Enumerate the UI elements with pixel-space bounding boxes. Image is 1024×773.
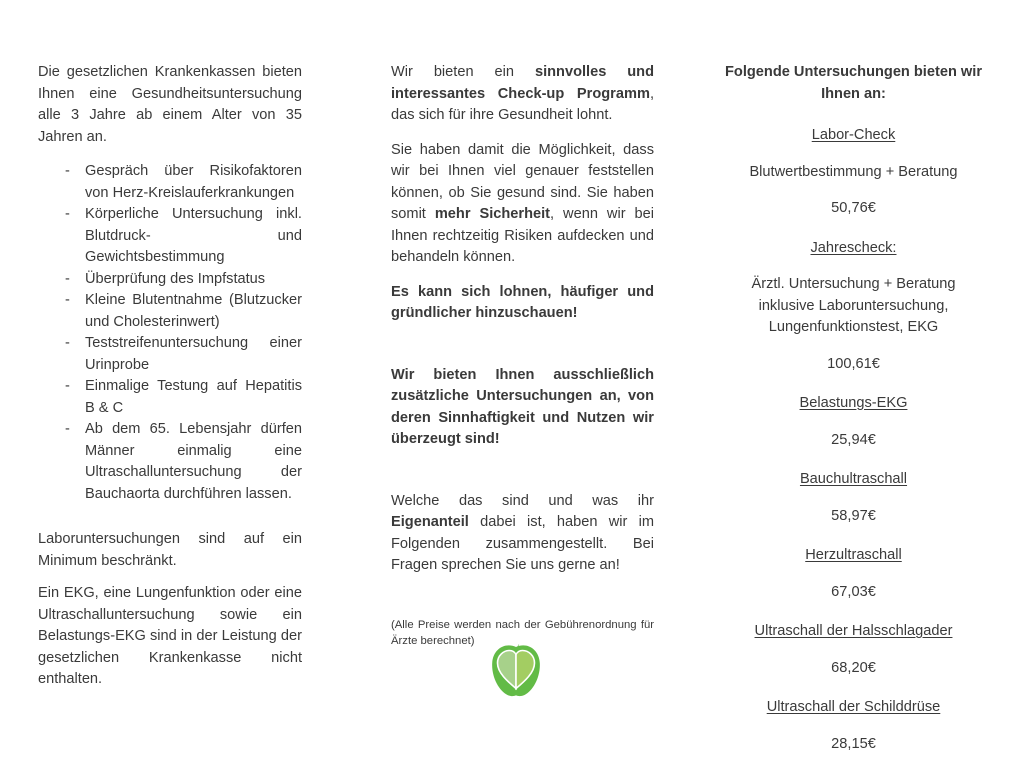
possibility-post: , wenn wir bei Ihnen rechtzeitig Risiken aufdecken und behandeln können. <box>391 206 654 265</box>
list-item-label: Kleine Blutentnahme (Blutzucker und Cholesterinwert) <box>85 292 302 330</box>
worth-it-paragraph: Es kann sich lohnen, häufiger und gründlicher hinzuschauen! <box>391 283 654 321</box>
list-item <box>38 376 302 419</box>
service-name: Herzultraschall <box>805 547 902 563</box>
list-item-label: Ab dem 65. Lebensjahr dürfen Männer einmalig eine Ultraschalluntersuchung der Bauchaorta durchführen lassen. <box>85 421 302 502</box>
column-middle <box>391 62 654 649</box>
service-name: Ultraschall der Halsschlagader <box>754 623 953 639</box>
service-description: Blutwertbestimmung + Beratung <box>749 163 958 180</box>
which-services-emphasis: Eigenanteil <box>391 514 469 530</box>
service-price: 28,15€ <box>831 735 876 752</box>
list-item-label: Überprüfung des Impfstatus <box>85 270 266 287</box>
service-name: Ultraschall der Schilddrüse <box>766 699 941 715</box>
list-item-label: Gespräch über Risikofaktoren von Herz-Kreislauferkrankungen <box>85 163 302 201</box>
list-item <box>38 161 302 204</box>
dash-marker: - <box>65 206 70 222</box>
possibility-paragraph <box>391 140 654 269</box>
list-item <box>38 269 302 291</box>
not-covered-paragraph: Ein EKG, eine Lungenfunktion oder eine Ultraschalluntersuchung sowie ein Belastungs-EKG sind in der Leistung der gesetzlichen Krankenkasse nicht enthalten. <box>38 585 302 687</box>
service-name: Labor-Check <box>811 127 896 143</box>
offer-intro-post: , das sich für ihre Gesundheit lohnt. <box>391 85 654 123</box>
service-price: 58,97€ <box>831 507 876 524</box>
service-price: 50,76€ <box>831 200 876 216</box>
dash-marker: - <box>65 421 70 437</box>
dash-marker: - <box>65 270 70 287</box>
list-item-label: Teststreifenuntersuchung einer Urinprobe <box>85 335 302 373</box>
dash-marker: - <box>65 335 70 351</box>
dash-marker: - <box>65 163 70 179</box>
list-item <box>38 419 302 505</box>
list-item <box>38 333 302 376</box>
price-footnote: (Alle Preise werden nach der Gebührenordnung für Ärzte berechnet) <box>391 618 654 647</box>
lab-minimum-paragraph: Laboruntersuchungen sind auf ein Minimum beschränkt. <box>38 531 302 569</box>
which-services-post: dabei ist, haben wir im Folgenden zusammengestellt. Bei Fragen sprechen Sie uns gerne an! <box>391 514 654 573</box>
service-name: Jahrescheck: <box>810 239 897 256</box>
offer-intro-pre: Wir bieten ein <box>391 64 535 80</box>
column-left <box>38 62 302 691</box>
apple-heart-logo <box>489 639 543 697</box>
service-name: Bauchultraschall <box>799 471 908 487</box>
service-price: 68,20€ <box>831 659 876 676</box>
service-price: 67,03€ <box>831 583 876 600</box>
list-item-label: Körperliche Untersuchung inkl. Blutdruck- und Gewichtsbestimmung <box>85 206 302 265</box>
service-price: 25,94€ <box>831 431 876 448</box>
which-services-pre: Welche das sind und was ihr <box>391 492 654 509</box>
service-price: 100,61€ <box>827 355 880 372</box>
dash-marker: - <box>65 378 70 394</box>
exclusive-offer-paragraph: Wir bieten Ihnen ausschließlich zusätzliche Untersuchungen an, von deren Sinnhaftigkeit und Nutzen wir überzeugt sind! <box>391 366 654 447</box>
list-item <box>38 290 302 333</box>
service-name: Belastungs-EKG <box>799 395 908 411</box>
statutory-services-list <box>38 161 302 505</box>
list-item-label: Einmalige Testung auf Hepatitis B & C <box>85 378 302 416</box>
dash-marker: - <box>65 292 70 308</box>
possibility-emphasis: mehr Sicherheit <box>434 206 551 222</box>
column-right <box>722 62 985 773</box>
page-title: Folgende Untersuchungen bieten wir Ihnen an: <box>724 64 983 102</box>
possibility-pre: Sie haben damit die Möglichkeit, dass wir bei Ihnen viel genauer feststellen können, ob Sie gesund sind. Sie haben somit <box>391 141 654 222</box>
which-services-paragraph <box>391 491 654 577</box>
offer-intro-paragraph <box>391 62 654 127</box>
list-item <box>38 204 302 269</box>
service-description: Ärztl. Untersuchung + Beratung inklusive Laboruntersuchung, Lungenfunktionstest, EKG <box>751 276 956 335</box>
offer-intro-emphasis: sinnvolles und interessantes Check-up Programm <box>391 64 655 102</box>
intro-paragraph: Die gesetzlichen Krankenkassen bieten Ihnen eine Gesundheitsuntersuchung alle 3 Jahre ab einem Alter von 35 Jahren an. <box>38 64 302 145</box>
